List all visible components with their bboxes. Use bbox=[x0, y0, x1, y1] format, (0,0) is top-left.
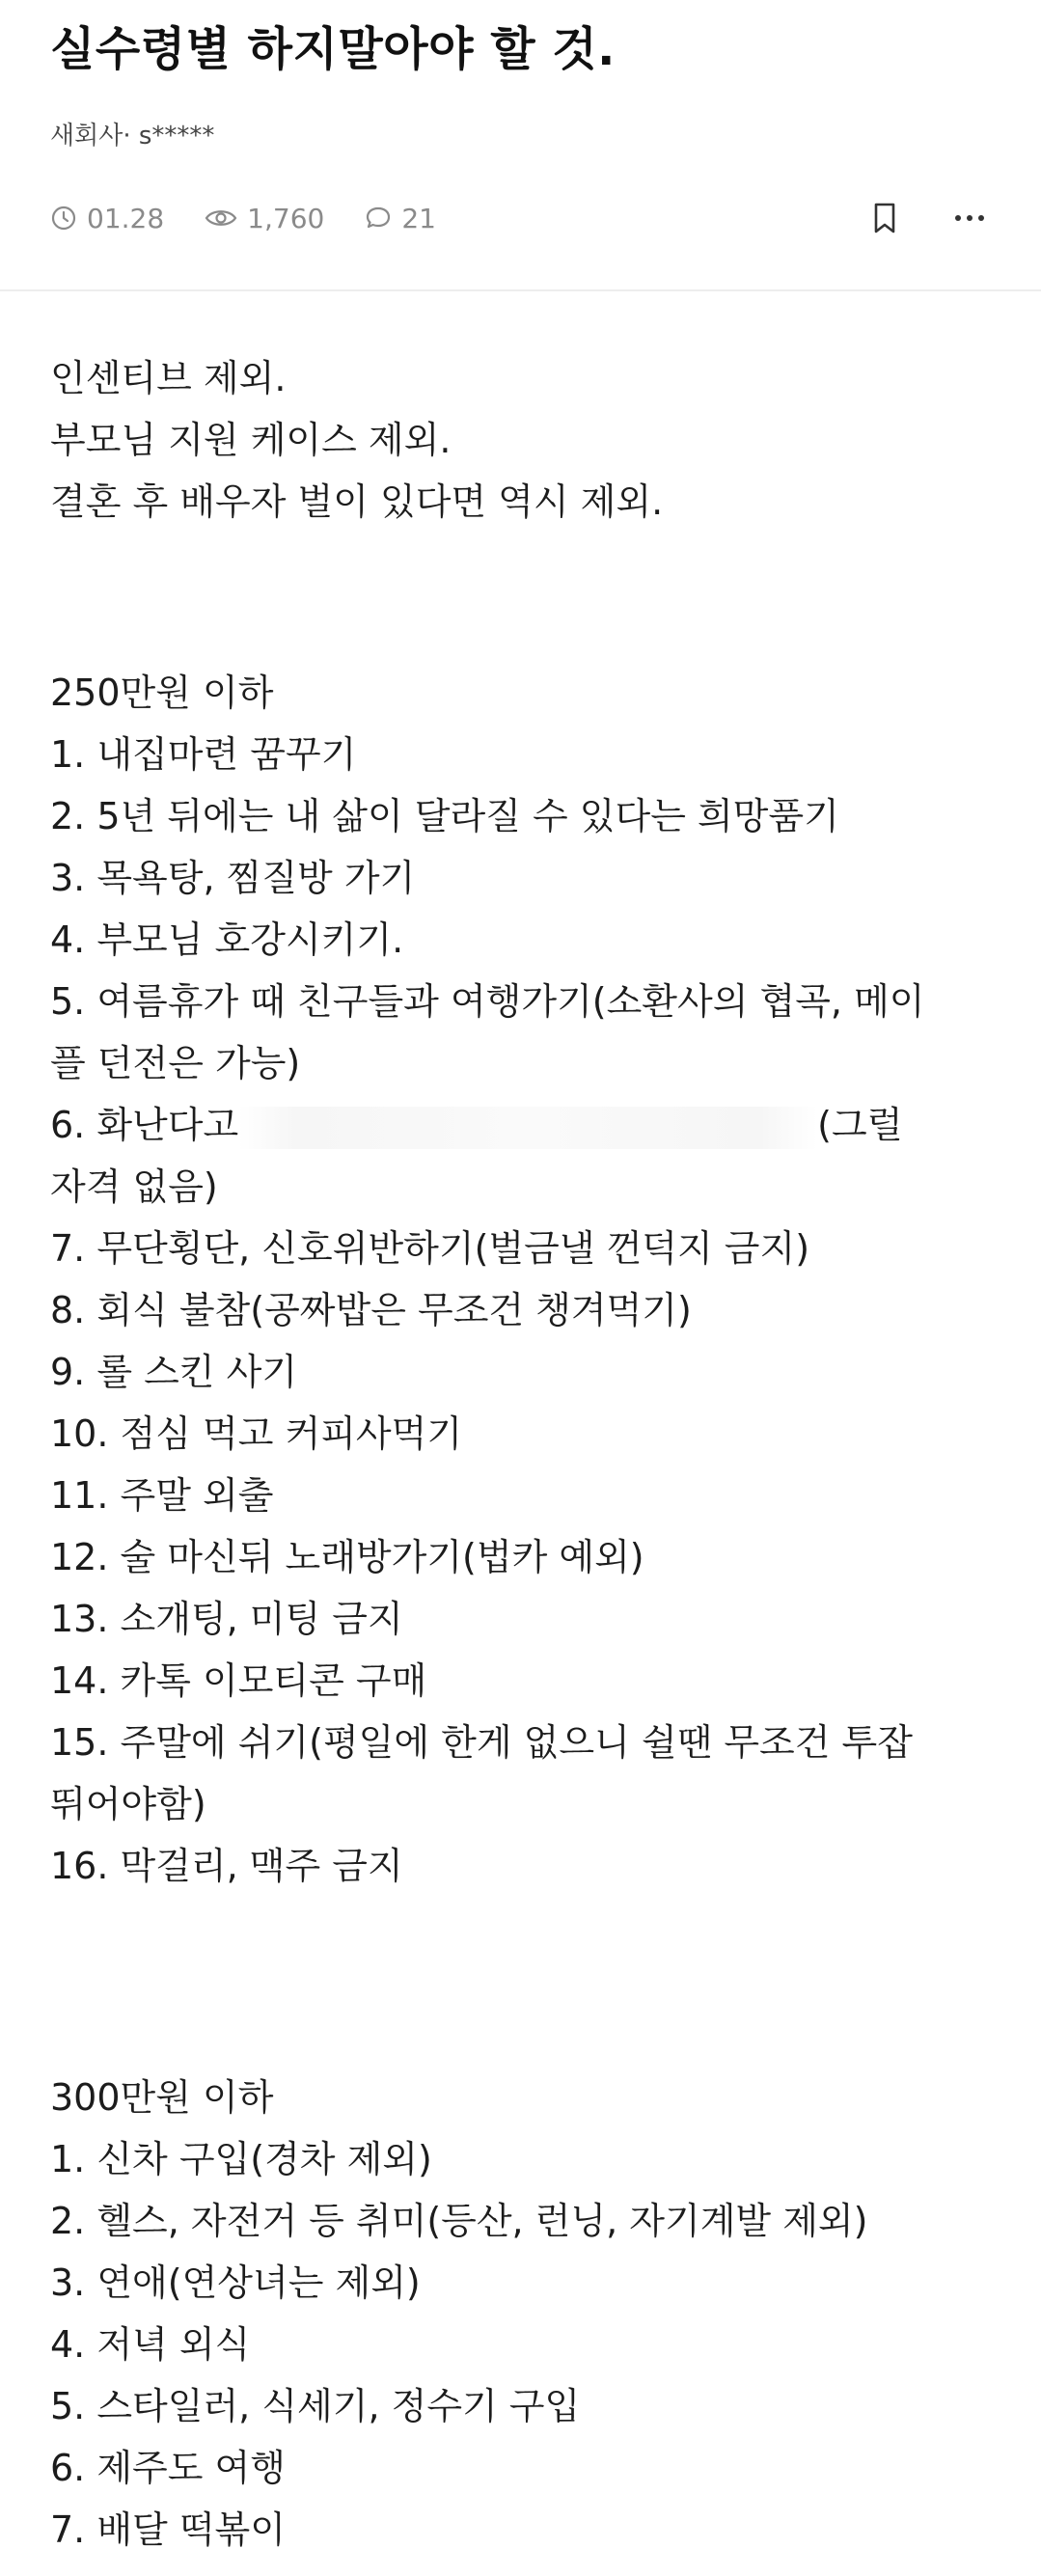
post-body bbox=[50, 347, 1005, 2561]
list-item: 뛰어야함) bbox=[50, 1783, 206, 1825]
list-item: 6. 제주도 여행 bbox=[50, 2447, 286, 2489]
comment-icon bbox=[365, 205, 392, 232]
list-item: 4. 부모님 호강시키기. bbox=[50, 918, 404, 961]
eye-icon bbox=[205, 205, 237, 232]
bookmark-button[interactable] bbox=[862, 195, 908, 241]
list-item: 15. 주말에 쉬기(평일에 한게 없으니 쉴땐 무조건 투잡 bbox=[50, 1721, 913, 1764]
views-stat bbox=[205, 203, 324, 234]
section-heading: 300만원 이하 bbox=[50, 2076, 274, 2119]
list-item: 플 던전은 가능) bbox=[50, 1042, 301, 1084]
list-item-end: (그럴 bbox=[817, 1104, 903, 1146]
list-item: 4. 저녁 외식 bbox=[50, 2323, 251, 2366]
list-item: 13. 소개팅, 미팅 금지 bbox=[50, 1598, 403, 1640]
list-item: 14. 카톡 이모티콘 구매 bbox=[50, 1659, 427, 1702]
list-item: 2. 5년 뒤에는 내 삶이 달라질 수 있다는 희망품기 bbox=[50, 795, 839, 837]
section-heading: 250만원 이하 bbox=[50, 671, 274, 714]
more-button[interactable] bbox=[946, 195, 993, 241]
clock-icon bbox=[50, 205, 77, 232]
comment-count: 21 bbox=[401, 202, 436, 234]
intro-line: 결혼 후 배우자 벌이 있다면 역시 제외. bbox=[50, 480, 664, 523]
list-item: 자격 없음) bbox=[50, 1165, 218, 1208]
bookmark-icon bbox=[870, 202, 899, 234]
list-item: 8. 회식 불참(공짜밥은 무조건 챙겨먹기) bbox=[50, 1289, 692, 1331]
date-stat bbox=[50, 203, 164, 234]
more-icon bbox=[953, 213, 986, 223]
spacer bbox=[50, 1897, 1005, 2067]
post-header bbox=[0, 0, 1041, 289]
post-author[interactable]: 새회사· s***** bbox=[50, 122, 215, 151]
list-item: 5. 스타일러, 식세기, 정수기 구입 bbox=[50, 2385, 581, 2427]
post-stats bbox=[50, 193, 477, 243]
list-item: 7. 무단횡단, 신호위반하기(벌금낼 껀덕지 금지) bbox=[50, 1227, 810, 1270]
list-item: 2. 헬스, 자전거 등 취미(등산, 런닝, 자기계발 제외) bbox=[50, 2200, 868, 2242]
list-item: 9. 롤 스킨 사기 bbox=[50, 1351, 298, 1393]
header-divider bbox=[0, 289, 1041, 291]
list-item-start: 6. 화난다고 bbox=[50, 1104, 239, 1146]
list-item: 3. 목욕탕, 찜질방 가기 bbox=[50, 857, 416, 899]
list-item: 10. 점심 먹고 커피사먹기 bbox=[50, 1412, 463, 1455]
intro-line: 부모님 지원 케이스 제외. bbox=[50, 419, 452, 461]
post-actions bbox=[823, 193, 993, 243]
post-title: 실수령별 하지말아야 할 것. bbox=[50, 22, 616, 76]
view-count: 1,760 bbox=[247, 202, 325, 234]
redacted-area bbox=[238, 1107, 817, 1149]
spacer bbox=[50, 533, 1005, 662]
list-item: 1. 신차 구입(경차 제외) bbox=[50, 2138, 432, 2180]
list-item: 7. 배달 떡볶이 bbox=[50, 2508, 286, 2551]
intro-line: 인센티브 제외. bbox=[50, 357, 287, 399]
comments-stat[interactable] bbox=[365, 203, 436, 234]
list-item: 5. 여름휴가 때 친구들과 여행가기(소환사의 협곡, 메이 bbox=[50, 980, 925, 1023]
list-item: 12. 술 마신뒤 노래방가기(법카 예외) bbox=[50, 1536, 644, 1578]
list-item-redacted bbox=[50, 1094, 1005, 1156]
post-date: 01.28 bbox=[87, 202, 165, 234]
list-item: 1. 내집마련 꿈꾸기 bbox=[50, 733, 357, 776]
list-item: 16. 막걸리, 맥주 금지 bbox=[50, 1845, 403, 1887]
list-item: 11. 주말 외출 bbox=[50, 1474, 274, 1517]
list-item: 3. 연애(연상녀는 제외) bbox=[50, 2261, 421, 2304]
